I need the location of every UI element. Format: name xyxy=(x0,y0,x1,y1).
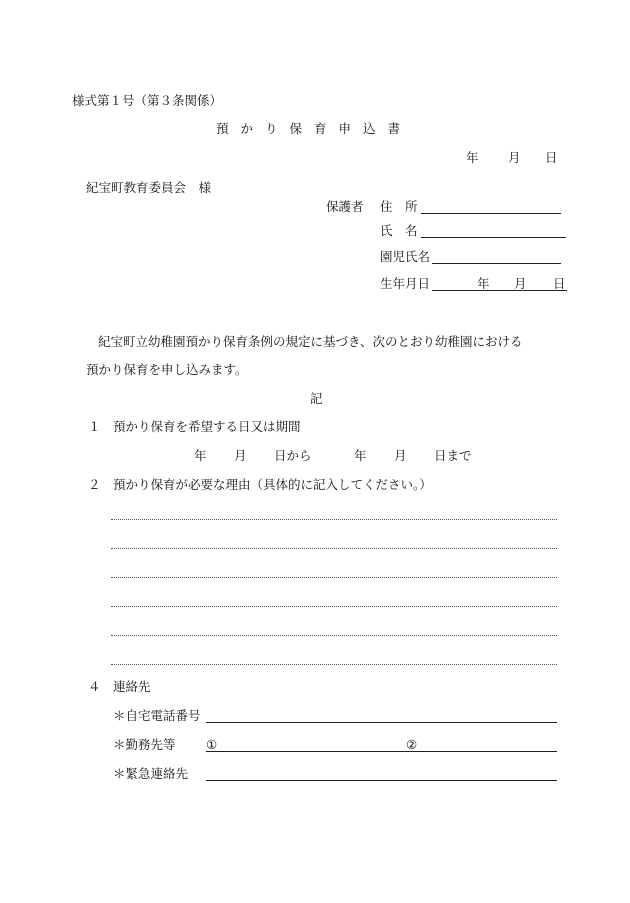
item1-number: １ xyxy=(88,419,101,434)
address-label: 住 所 xyxy=(380,199,418,214)
page-title: 預かり保育申込書 xyxy=(216,121,413,136)
reason-line-2[interactable] xyxy=(111,548,557,549)
from-year: 年 xyxy=(194,448,207,463)
guardian-label: 保護者 xyxy=(326,199,364,214)
emergency-field[interactable] xyxy=(206,780,557,781)
reason-line-5[interactable] xyxy=(111,635,557,636)
name-field[interactable] xyxy=(421,237,566,238)
addressee: 紀宝町教育委員会 様 xyxy=(86,180,212,195)
birthdate-field[interactable] xyxy=(432,290,567,291)
item1-text: 預かり保育を希望する日又は期間 xyxy=(113,419,301,434)
address-field[interactable] xyxy=(421,213,561,214)
reason-line-6[interactable] xyxy=(111,664,557,665)
reason-line-3[interactable] xyxy=(111,577,557,578)
birth-year-label: 年 xyxy=(477,276,490,291)
to-month: 月 xyxy=(394,448,407,463)
ki-heading: 記 xyxy=(310,391,323,406)
reason-line-4[interactable] xyxy=(111,606,557,607)
child-name-field[interactable] xyxy=(432,263,561,264)
from-day: 日から xyxy=(274,448,312,463)
date-day: 日 xyxy=(545,150,558,165)
workplace-field[interactable] xyxy=(206,751,557,752)
item4-text: 連絡先 xyxy=(113,679,151,694)
body-line-2: 預かり保育を申し込みます。 xyxy=(86,362,248,377)
birth-month-label: 月 xyxy=(514,276,527,291)
form-number: 様式第１号（第３条関係） xyxy=(72,93,223,108)
from-month: 月 xyxy=(234,448,247,463)
item2-text: 預かり保育が必要な理由（具体的に記入してください。） xyxy=(113,477,432,492)
to-day: 日まで xyxy=(434,448,472,463)
birth-day-label: 日 xyxy=(553,276,566,291)
birthdate-label: 生年月日 xyxy=(380,276,431,291)
date-month: 月 xyxy=(508,150,521,165)
emergency-label: ＊緊急連絡先 xyxy=(113,766,189,781)
to-year: 年 xyxy=(354,448,367,463)
item2-number: ２ xyxy=(88,477,101,492)
home-phone-field[interactable] xyxy=(206,722,557,723)
body-line-1: 紀宝町立幼稚園預かり保育条例の規定に基づき、次のとおり幼稚園における xyxy=(98,334,523,349)
date-year: 年 xyxy=(466,150,479,165)
reason-line-1[interactable] xyxy=(111,519,557,520)
name-label: 氏 名 xyxy=(380,223,418,238)
item4-number: ４ xyxy=(88,679,101,694)
workplace-circle-2: ② xyxy=(406,737,418,752)
workplace-label: ＊勤務先等 xyxy=(113,737,176,752)
home-phone-label: ＊自宅電話番号 xyxy=(113,708,201,723)
child-name-label: 園児氏名 xyxy=(380,249,431,264)
workplace-circle-1: ① xyxy=(206,737,218,752)
